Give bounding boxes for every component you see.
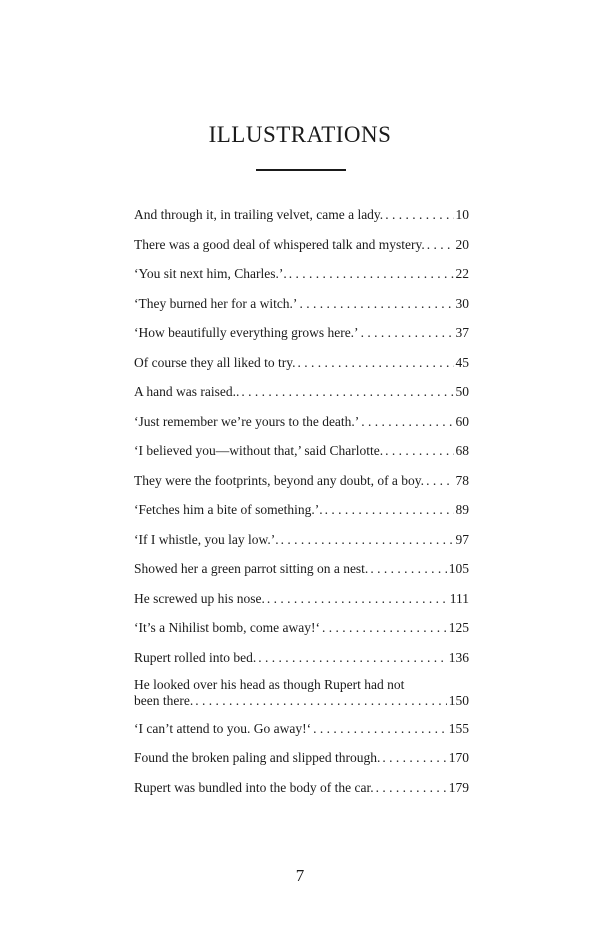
entry-page-number: 136 bbox=[448, 649, 469, 665]
entry-page-number: 155 bbox=[448, 720, 469, 736]
entry-caption: ‘I believed you—without that,’ said Charlotte. bbox=[134, 443, 384, 458]
list-item bbox=[134, 648, 469, 678]
entry-caption: ‘How beautifully everything grows here.’ bbox=[134, 325, 359, 340]
list-item bbox=[134, 353, 469, 383]
entry-caption: And through it, in trailing velvet, came a lady. bbox=[134, 207, 384, 222]
entry-caption: ‘If I whistle, you lay low.’. bbox=[134, 531, 279, 547]
entry-caption-line-1: He looked over his head as though Rupert had not bbox=[134, 677, 405, 692]
entry-page-number: 111 bbox=[449, 590, 469, 606]
list-item bbox=[134, 677, 469, 709]
entry-page-number: 125 bbox=[448, 620, 469, 635]
entry-caption: Rupert rolled into bed. bbox=[134, 649, 257, 665]
entry-page-number: 78 bbox=[455, 472, 469, 488]
list-item bbox=[134, 471, 469, 501]
list-item bbox=[134, 618, 469, 648]
entry-page-number: 45 bbox=[455, 354, 469, 370]
list-item bbox=[134, 500, 469, 530]
entry-caption: Found the broken paling and slipped through. bbox=[134, 750, 381, 765]
leader-dots bbox=[385, 205, 453, 225]
entry-caption: ‘Just remember we’re yours to the death.’ bbox=[134, 413, 360, 429]
entry-caption-line-2-row bbox=[134, 693, 469, 709]
leader-dots bbox=[361, 412, 453, 432]
entry-page-number: 150 bbox=[448, 693, 469, 708]
entry-caption-line-2: been there. bbox=[134, 693, 194, 708]
entry-caption: Showed her a green parrot sitting on a nest. bbox=[134, 561, 369, 576]
entry-page-number: 179 bbox=[448, 779, 469, 795]
list-item bbox=[134, 205, 469, 235]
entry-caption: He screwed up his nose. bbox=[134, 590, 265, 606]
list-item bbox=[134, 589, 469, 619]
page-number: 7 bbox=[295, 866, 305, 885]
leader-dots bbox=[322, 618, 447, 638]
entry-caption: ‘I can’t attend to you. Go away!‘ bbox=[134, 720, 312, 736]
leader-dots bbox=[289, 264, 454, 284]
entry-page-number: 60 bbox=[455, 413, 469, 429]
entry-page-number: 50 bbox=[455, 384, 469, 399]
illustrations-list bbox=[134, 205, 469, 807]
list-item bbox=[134, 530, 469, 560]
list-item bbox=[134, 323, 469, 353]
entry-caption: A hand was raised.. bbox=[134, 384, 240, 399]
leader-dots bbox=[382, 748, 446, 768]
leader-dots bbox=[195, 693, 447, 709]
entry-page-number: 97 bbox=[455, 531, 469, 547]
leader-dots bbox=[385, 441, 453, 461]
entry-page-number: 170 bbox=[448, 750, 469, 765]
leader-dots bbox=[427, 235, 454, 255]
entry-caption: ‘It’s a Nihilist bomb, come away!‘ bbox=[134, 620, 320, 635]
leader-dots bbox=[370, 559, 446, 579]
list-item bbox=[134, 778, 469, 808]
list-item bbox=[134, 719, 469, 749]
list-item bbox=[134, 559, 469, 589]
entry-page-number: 89 bbox=[455, 502, 469, 517]
list-item bbox=[134, 294, 469, 324]
list-item bbox=[134, 412, 469, 442]
list-item bbox=[134, 748, 469, 778]
page-title: ILLUSTRATIONS bbox=[208, 122, 392, 147]
entry-page-number: 30 bbox=[455, 295, 469, 311]
leader-dots bbox=[426, 471, 453, 491]
leader-dots bbox=[267, 589, 448, 609]
entry-caption: Rupert was bundled into the body of the car. bbox=[134, 779, 374, 795]
leader-dots bbox=[313, 719, 447, 739]
leader-dots bbox=[241, 382, 453, 402]
entry-page-number: 37 bbox=[455, 325, 469, 340]
list-item bbox=[134, 264, 469, 294]
leader-dots bbox=[376, 778, 447, 798]
entry-page-number: 10 bbox=[455, 207, 469, 222]
leader-dots bbox=[361, 323, 454, 343]
leader-dots bbox=[325, 500, 454, 520]
leader-dots bbox=[297, 353, 453, 373]
entry-page-number: 20 bbox=[455, 236, 469, 252]
list-item bbox=[134, 441, 469, 471]
entry-caption: ‘They burned her for a witch.’ bbox=[134, 295, 298, 311]
entry-page-number: 105 bbox=[448, 561, 469, 576]
leader-dots bbox=[299, 294, 453, 314]
entry-caption: There was a good deal of whispered talk and mystery. bbox=[134, 236, 425, 252]
entry-caption: They were the footprints, beyond any doubt, of a boy. bbox=[134, 472, 425, 488]
entry-caption: ‘Fetches him a bite of something.’. bbox=[134, 502, 323, 517]
list-item bbox=[134, 235, 469, 265]
entry-page-number: 68 bbox=[455, 443, 469, 458]
title-rule bbox=[256, 169, 346, 171]
entry-page-number: 22 bbox=[455, 266, 469, 281]
entry-caption: Of course they all liked to try. bbox=[134, 354, 296, 370]
leader-dots bbox=[258, 648, 447, 668]
list-item bbox=[134, 382, 469, 412]
entry-caption: ‘You sit next him, Charles.’. bbox=[134, 266, 287, 281]
leader-dots bbox=[281, 530, 454, 550]
